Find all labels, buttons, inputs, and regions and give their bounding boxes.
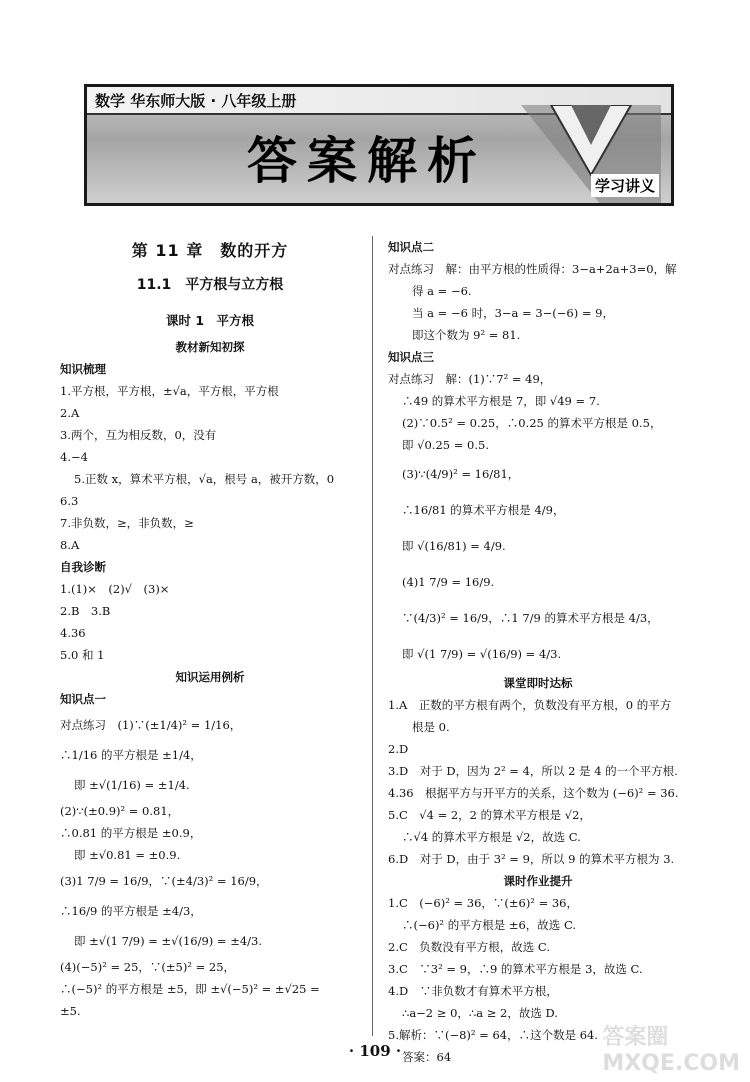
right-line-12: 即 √(16/81) = 4/9. [402,539,506,553]
right-subhead-16: 课堂即时达标 [503,676,573,690]
book-subtitle: 数学 华东师大版 · 八年级上册 [95,92,297,110]
right-line-21: 4.36 根据平方与开平方的关系，这个数为 (−6)² = 36. [388,786,679,800]
left-line-27: ∴16/9 的平方根是 ±4/3， [60,904,202,918]
right-line-11: ∴16/81 的算术平方根是 4/9， [402,503,565,517]
left-line-23: (2)∵(±0.9)² = 0.81， [60,804,180,818]
right-line-24: 6.D 对于 D，由于 3² = 9，所以 9 的算术平方根为 3. [388,852,675,866]
banner-tag: 学习讲义 [591,174,659,197]
left-line-30: ∴(−5)² 的平方根是 ±5，即 ±√(−5)² = ±√25 = [60,982,320,996]
right-line-8: (2)∵0.5² = 0.25，∴0.25 的算术平方根是 0.5， [402,416,662,430]
right-line-10: (3)∵(4/9)² = 16/81， [402,467,520,481]
right-line-14: ∵(4/3)² = 16/9，∴1 7/9 的算术平方根是 4/3， [402,611,659,625]
left-head-13: 自我诊断 [60,560,106,574]
left-line-8: 4.−4 [60,450,88,464]
right-line-19: 2.D [388,742,409,756]
column-divider [372,236,373,1036]
left-line-28: 即 ±√(1 7/9) = ±√(16/9) = ±4/3. [74,934,263,948]
right-line-30: 4.D ∵非负数才有算术平方根， [388,984,558,998]
left-chapter-0: 第 11 章 数的开方 [131,241,289,260]
right-line-18: 根是 0. [412,720,450,734]
right-line-15: 即 √(1 7/9) = √(16/9) = 4/3. [402,647,562,661]
left-head-4: 知识梳理 [60,362,106,376]
right-column [388,236,688,1068]
left-line-12: 8.A [60,538,80,552]
right-line-6: 对点练习 解：(1)∵7² = 49， [388,372,552,386]
left-line-15: 2.B 3.B [60,604,111,618]
left-line-25: 即 ±√0.81 = ±0.9. [74,848,181,862]
left-subhead-18: 知识运用例析 [175,670,245,684]
left-column [60,236,360,1022]
left-line-10: 6.3 [60,494,79,508]
left-line-22: 即 ±√(1/16) = ±1/4. [74,778,190,792]
right-line-29: 3.C ∵3² = 9，∴9 的算术平方根是 3，故选 C. [388,962,643,976]
right-line-27: ∴(−6)² 的平方根是 ±6，故选 C. [402,918,576,932]
page-number: · 109 · [348,1042,402,1060]
right-head-0: 知识点二 [388,240,434,254]
right-line-4: 即这个数为 9² = 81. [412,328,521,342]
left-line-24: ∴0.81 的平方根是 ±0.9， [60,826,202,840]
right-line-9: 即 √0.25 = 0.5. [402,438,489,452]
right-head-5: 知识点三 [388,350,434,364]
left-line-7: 3.两个，互为相反数，0，没有 [60,428,217,442]
left-line-5: 1.平方根，平方根，±√a，平方根，平方根 [60,384,279,398]
left-lesson-2: 课时 1 平方根 [165,313,255,328]
right-line-22: 5.C √4 = 2，2 的算术平方根是 √2， [388,808,591,822]
header-banner [84,84,674,206]
right-line-2: 得 a = −6. [412,284,472,298]
right-line-33: 答案：64 [402,1050,452,1064]
left-line-11: 7.非负数，≥，非负数，≥ [60,516,194,530]
left-line-20: 对点练习 (1)∵(±1/4)² = 1/16， [60,718,242,732]
right-line-26: 1.C (−6)² = 36，∵(±6)² = 36， [388,896,579,910]
right-line-28: 2.C 负数没有平方根，故选 C. [388,940,550,954]
left-line-31: ±5. [60,1004,81,1018]
left-line-9: 5.正数 x，算术平方根，√a，根号 a，被开方数，0 [74,472,335,486]
left-subhead-3: 教材新知初探 [175,340,245,354]
right-line-7: ∴49 的算术平方根是 7，即 √49 = 7. [402,394,600,408]
left-section-1: 11.1 平方根与立方根 [136,277,284,293]
left-line-29: (4)(−5)² = 25，∵(±5)² = 25， [60,960,236,974]
left-line-6: 2.A [60,406,80,420]
right-line-20: 3.D 对于 D，因为 2² = 4，所以 2 是 4 的一个平方根. [388,764,678,778]
right-line-3: 当 a = −6 时，3−a = 3−(−6) = 9， [412,306,614,320]
right-line-17: 1.A 正数的平方根有两个，负数没有平方根，0 的平方 [388,698,672,712]
right-line-32: 5.解析：∵(−8)² = 64，∴这个数是 64. [388,1028,599,1042]
left-line-14: 1.(1)× (2)√ (3)× [60,582,170,596]
right-line-13: (4)1 7/9 = 16/9. [402,575,495,589]
right-line-1: 对点练习 解：由平方根的性质得：3−a+2a+3=0，解 [388,262,677,276]
left-head-19: 知识点一 [60,692,106,706]
left-line-16: 4.36 [60,626,86,640]
right-line-23: ∴√4 的算术平方根是 √2，故选 C. [402,830,581,844]
right-line-31: ∴a−2 ≥ 0，∴a ≥ 2，故选 D. [402,1006,558,1020]
right-subhead-25: 课时作业提升 [503,874,573,888]
left-line-26: (3)1 7/9 = 16/9，∵(±4/3)² = 16/9， [60,874,268,888]
banner-title: 答案解析 [247,132,487,190]
left-line-21: ∴1/16 的平方根是 ±1/4， [60,748,202,762]
watermark-text: 答案圈 MXQE.COM [602,1025,741,1076]
watermark [602,1006,741,1076]
left-line-17: 5.0 和 1 [60,648,105,662]
